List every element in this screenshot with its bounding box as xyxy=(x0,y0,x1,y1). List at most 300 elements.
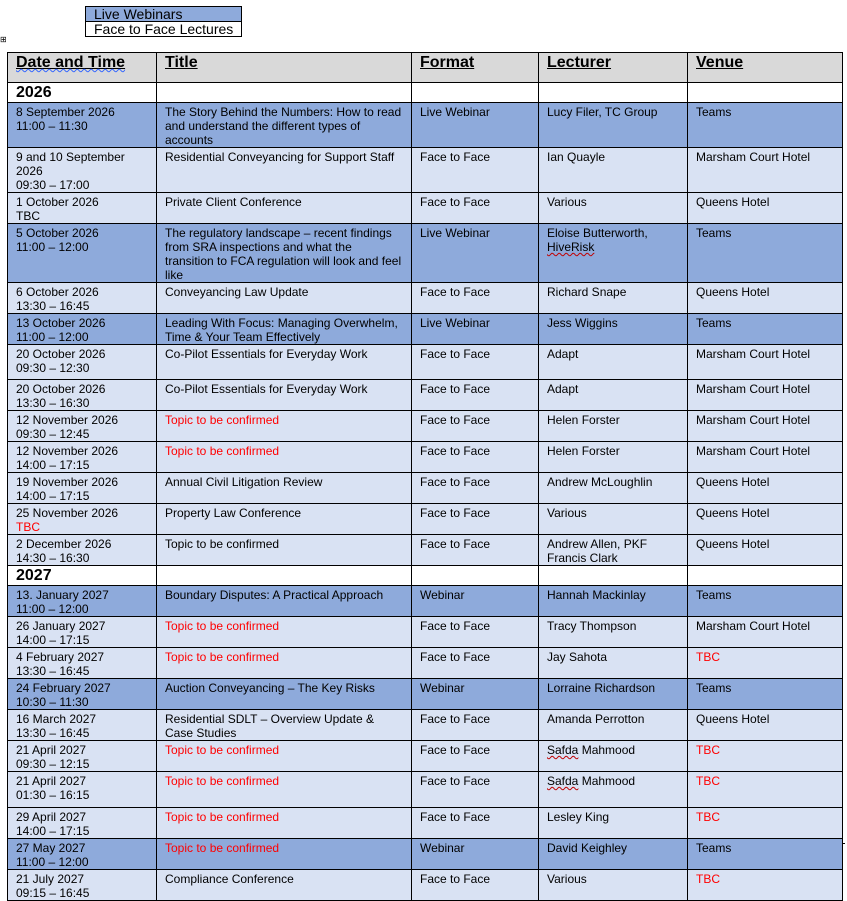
table-row xyxy=(8,741,843,772)
venue-text: TBC xyxy=(696,810,720,824)
event-date: 2 December 2026 xyxy=(16,537,112,551)
format-text: Face to Face xyxy=(420,872,491,886)
lecturer-cell xyxy=(539,380,688,411)
table-row xyxy=(8,586,843,617)
year-row xyxy=(8,83,843,103)
lecturer-cell xyxy=(539,679,688,710)
venue-cell xyxy=(688,193,843,224)
title-text: Co-Pilot Essentials for Everyday Work xyxy=(165,347,368,361)
title-cell xyxy=(157,345,412,380)
header-date: Date and Time xyxy=(8,53,157,83)
format-text: Face to Face xyxy=(420,537,491,551)
event-time: 14:00 – 17:15 xyxy=(16,458,90,472)
venue-text: Teams xyxy=(696,316,732,330)
table-move-handle-icon[interactable]: ⊞ xyxy=(0,35,7,44)
title-cell xyxy=(157,741,412,772)
date-time-cell xyxy=(8,808,157,839)
venue-text: Queens Hotel xyxy=(696,712,770,726)
event-time: TBC xyxy=(16,209,40,223)
event-date: 13. January 2027 xyxy=(16,588,109,602)
venue-text: TBC xyxy=(696,774,720,788)
lecturer-cell xyxy=(539,839,688,870)
table-row xyxy=(8,148,843,193)
date-time-cell xyxy=(8,283,157,314)
venue-text: Marsham Court Hotel xyxy=(696,619,811,633)
event-time: 14:00 – 17:15 xyxy=(16,489,90,503)
format-cell xyxy=(412,808,539,839)
format-cell xyxy=(412,535,539,566)
date-time-cell xyxy=(8,473,157,504)
lecturer-text: Safda Mahmood xyxy=(547,743,636,757)
text-cursor-corner xyxy=(842,843,845,858)
venue-text: Marsham Court Hotel xyxy=(696,382,811,396)
event-time: 13:30 – 16:45 xyxy=(16,299,90,313)
event-time: 01:30 – 16:15 xyxy=(16,788,90,802)
header-format: Format xyxy=(412,53,539,83)
legend-live-webinars: Live Webinars xyxy=(86,7,242,22)
event-time: 11:00 – 12:00 xyxy=(16,855,89,869)
lecturer-text: Richard Snape xyxy=(547,285,627,299)
format-cell xyxy=(412,617,539,648)
lecturer-text: Jay Sahota xyxy=(547,650,608,664)
lecturer-cell xyxy=(539,442,688,473)
lecturer-text: Lorraine Richardson xyxy=(547,681,656,695)
lecturer-text: Various xyxy=(547,506,587,520)
lecturer-cell xyxy=(539,504,688,535)
lecturer-text: Adapt xyxy=(547,347,579,361)
format-cell xyxy=(412,380,539,411)
title-cell xyxy=(157,617,412,648)
event-time: 13:30 – 16:45 xyxy=(16,664,90,678)
lecturer-text: David Keighley xyxy=(547,841,628,855)
event-date: 21 April 2027 xyxy=(16,743,87,757)
event-date: 27 May 2027 xyxy=(16,841,86,855)
event-time: 11:00 – 12:00 xyxy=(16,602,89,616)
table-row xyxy=(8,808,843,839)
lecturer-cell xyxy=(539,193,688,224)
table-row xyxy=(8,411,843,442)
event-time: 09:15 – 16:45 xyxy=(16,886,90,900)
title-cell xyxy=(157,193,412,224)
title-text: Topic to be confirmed xyxy=(165,810,280,824)
format-cell xyxy=(412,870,539,901)
table-row xyxy=(8,193,843,224)
table-row xyxy=(8,648,843,679)
empty-cell xyxy=(539,566,688,586)
format-text: Face to Face xyxy=(420,444,491,458)
format-cell xyxy=(412,314,539,345)
title-text: Property Law Conference xyxy=(165,506,302,520)
title-cell xyxy=(157,224,412,283)
lecturer-text: Various xyxy=(547,872,587,886)
title-cell xyxy=(157,870,412,901)
format-text: Face to Face xyxy=(420,650,491,664)
lecturer-text: Lucy Filer, TC Group xyxy=(547,105,658,119)
title-text: Co-Pilot Essentials for Everyday Work xyxy=(165,382,368,396)
date-time-cell xyxy=(8,148,157,193)
event-date: 12 November 2026 xyxy=(16,413,119,427)
venue-cell xyxy=(688,103,843,148)
lecturer-text: Amanda Perrotton xyxy=(547,712,645,726)
year-heading: 2026 xyxy=(8,83,157,103)
event-time: 09:30 – 17:00 xyxy=(16,178,90,192)
event-date: 6 October 2026 xyxy=(16,285,99,299)
header-row xyxy=(8,53,843,83)
title-cell xyxy=(157,148,412,193)
title-text: Topic to be confirmed xyxy=(165,650,280,664)
lecturer-cell xyxy=(539,224,688,283)
format-text: Face to Face xyxy=(420,506,491,520)
format-cell xyxy=(412,148,539,193)
table-row xyxy=(8,710,843,741)
format-cell xyxy=(412,648,539,679)
year-row xyxy=(8,566,843,586)
format-text: Live Webinar xyxy=(420,226,490,240)
format-text: Face to Face xyxy=(420,285,491,299)
schedule-body xyxy=(8,83,843,901)
title-text: Compliance Conference xyxy=(165,872,294,886)
event-time: 11:00 – 12:00 xyxy=(16,240,89,254)
title-cell xyxy=(157,535,412,566)
title-text: Topic to be confirmed xyxy=(165,537,280,551)
venue-cell xyxy=(688,442,843,473)
format-text: Webinar xyxy=(420,681,465,695)
lecturer-cell xyxy=(539,345,688,380)
event-date: 21 April 2027 xyxy=(16,774,87,788)
lecturer-text: Adapt xyxy=(547,382,579,396)
title-cell xyxy=(157,314,412,345)
format-cell xyxy=(412,345,539,380)
table-row xyxy=(8,535,843,566)
title-text: Topic to be confirmed xyxy=(165,619,280,633)
format-text: Face to Face xyxy=(420,347,491,361)
title-text: Boundary Disputes: A Practical Approach xyxy=(165,588,384,602)
event-date: 25 November 2026 xyxy=(16,506,119,520)
date-time-cell xyxy=(8,314,157,345)
event-date: 24 February 2027 xyxy=(16,681,111,695)
format-cell xyxy=(412,741,539,772)
table-row xyxy=(8,380,843,411)
format-cell xyxy=(412,710,539,741)
event-time: 14:00 – 17:15 xyxy=(16,633,90,647)
venue-text: TBC xyxy=(696,743,720,757)
venue-cell xyxy=(688,314,843,345)
venue-cell xyxy=(688,224,843,283)
format-text: Webinar xyxy=(420,841,465,855)
title-text: Conveyancing Law Update xyxy=(165,285,309,299)
event-time: 14:30 – 16:30 xyxy=(16,551,90,565)
lecturer-text: Helen Forster xyxy=(547,413,620,427)
date-time-cell xyxy=(8,617,157,648)
event-time: 09:30 – 12:30 xyxy=(16,361,90,375)
date-time-cell xyxy=(8,710,157,741)
format-cell xyxy=(412,193,539,224)
event-time: 09:30 – 12:15 xyxy=(16,757,90,771)
venue-cell xyxy=(688,345,843,380)
date-time-cell xyxy=(8,504,157,535)
empty-cell xyxy=(157,566,412,586)
title-text: Annual Civil Litigation Review xyxy=(165,475,323,489)
lecturer-text: Ian Quayle xyxy=(547,150,606,164)
format-text: Live Webinar xyxy=(420,316,490,330)
venue-cell xyxy=(688,504,843,535)
format-text: Face to Face xyxy=(420,382,491,396)
format-text: Face to Face xyxy=(420,475,491,489)
lecturer-cell xyxy=(539,617,688,648)
date-time-cell xyxy=(8,772,157,808)
lecturer-text: Andrew McLoughlin xyxy=(547,475,653,489)
lecturer-cell xyxy=(539,772,688,808)
table-row xyxy=(8,224,843,283)
date-time-cell xyxy=(8,535,157,566)
lecturer-cell xyxy=(539,808,688,839)
venue-cell xyxy=(688,411,843,442)
format-text: Face to Face xyxy=(420,413,491,427)
title-text: Private Client Conference xyxy=(165,195,302,209)
lecturer-cell xyxy=(539,473,688,504)
format-text: Face to Face xyxy=(420,150,491,164)
lecturer-cell xyxy=(539,148,688,193)
event-time: 11:00 – 11:30 xyxy=(16,119,88,133)
format-cell xyxy=(412,679,539,710)
event-date: 29 April 2027 xyxy=(16,810,87,824)
lecturer-text: Safda Mahmood xyxy=(547,774,636,788)
table-row xyxy=(8,870,843,901)
date-time-cell xyxy=(8,648,157,679)
venue-text: Marsham Court Hotel xyxy=(696,347,811,361)
date-time-cell xyxy=(8,193,157,224)
title-cell xyxy=(157,380,412,411)
table-row xyxy=(8,504,843,535)
venue-cell xyxy=(688,586,843,617)
table-row xyxy=(8,617,843,648)
date-time-cell xyxy=(8,741,157,772)
date-time-cell xyxy=(8,586,157,617)
title-cell xyxy=(157,504,412,535)
title-cell xyxy=(157,473,412,504)
table-row xyxy=(8,345,843,380)
lecturer-cell xyxy=(539,411,688,442)
table-row xyxy=(8,314,843,345)
format-cell xyxy=(412,103,539,148)
format-text: Face to Face xyxy=(420,195,491,209)
lecturer-cell xyxy=(539,103,688,148)
venue-cell xyxy=(688,710,843,741)
venue-cell xyxy=(688,808,843,839)
venue-text: TBC xyxy=(696,872,720,886)
venue-text: Queens Hotel xyxy=(696,195,770,209)
title-cell xyxy=(157,411,412,442)
event-date: 9 and 10 September 2026 xyxy=(16,150,125,178)
event-time: TBC xyxy=(16,520,40,534)
title-text: Residential SDLT – Overview Update & Case Studies xyxy=(165,712,374,740)
date-time-cell xyxy=(8,224,157,283)
format-cell xyxy=(412,411,539,442)
event-date: 4 February 2027 xyxy=(16,650,105,664)
title-text: Leading With Focus: Managing Overwhelm, Time & Your Team Effectively xyxy=(165,316,398,344)
format-cell xyxy=(412,839,539,870)
title-cell xyxy=(157,648,412,679)
table-row xyxy=(8,442,843,473)
title-text: Topic to be confirmed xyxy=(165,444,280,458)
event-date: 1 October 2026 xyxy=(16,195,99,209)
empty-cell xyxy=(412,566,539,586)
event-date: 13 October 2026 xyxy=(16,316,106,330)
table-row xyxy=(8,283,843,314)
venue-cell xyxy=(688,839,843,870)
venue-cell xyxy=(688,148,843,193)
format-text: Face to Face xyxy=(420,743,491,757)
venue-text: Queens Hotel xyxy=(696,475,770,489)
format-cell xyxy=(412,504,539,535)
title-cell xyxy=(157,442,412,473)
title-cell xyxy=(157,103,412,148)
venue-text: Marsham Court Hotel xyxy=(696,413,811,427)
lecture-schedule-table xyxy=(7,52,843,901)
format-text: Live Webinar xyxy=(420,105,490,119)
event-time: 14:00 – 17:15 xyxy=(16,824,90,838)
venue-cell xyxy=(688,679,843,710)
date-time-cell xyxy=(8,679,157,710)
legend-face-to-face: Face to Face Lectures xyxy=(86,22,242,37)
event-date: 12 November 2026 xyxy=(16,444,119,458)
venue-text: Teams xyxy=(696,105,732,119)
format-cell xyxy=(412,586,539,617)
table-row xyxy=(8,772,843,808)
lecturer-text: Lesley King xyxy=(547,810,610,824)
venue-text: Queens Hotel xyxy=(696,506,770,520)
event-date: 21 July 2027 xyxy=(16,872,85,886)
title-cell xyxy=(157,839,412,870)
table-row xyxy=(8,103,843,148)
venue-text: Teams xyxy=(696,226,732,240)
event-time: 10:30 – 11:30 xyxy=(16,695,89,709)
venue-cell xyxy=(688,870,843,901)
event-date: 19 November 2026 xyxy=(16,475,119,489)
date-time-cell xyxy=(8,442,157,473)
venue-text: Teams xyxy=(696,681,732,695)
format-text: Face to Face xyxy=(420,619,491,633)
title-cell xyxy=(157,808,412,839)
lecturer-cell xyxy=(539,586,688,617)
event-date: 26 January 2027 xyxy=(16,619,106,633)
empty-cell xyxy=(688,83,843,103)
title-text: Residential Conveyancing for Support Staff xyxy=(165,150,395,164)
lecturer-text: Eloise Butterworth, HiveRisk xyxy=(547,226,648,254)
event-date: 20 October 2026 xyxy=(16,347,106,361)
title-cell xyxy=(157,679,412,710)
event-time: 13:30 – 16:30 xyxy=(16,396,90,410)
lecturer-text: Andrew Allen, PKF Francis Clark xyxy=(547,537,648,565)
title-cell xyxy=(157,772,412,808)
venue-cell xyxy=(688,473,843,504)
venue-cell xyxy=(688,535,843,566)
lecturer-cell xyxy=(539,741,688,772)
event-date: 8 September 2026 xyxy=(16,105,115,119)
venue-cell xyxy=(688,648,843,679)
title-text: Topic to be confirmed xyxy=(165,413,280,427)
event-date: 16 March 2027 xyxy=(16,712,97,726)
venue-text: Teams xyxy=(696,841,732,855)
year-heading: 2027 xyxy=(8,566,157,586)
format-legend xyxy=(85,6,242,37)
title-text: The Story Behind the Numbers: How to read and understand the different types of accounts xyxy=(165,105,402,147)
venue-text: Marsham Court Hotel xyxy=(696,444,811,458)
title-cell xyxy=(157,710,412,741)
format-cell xyxy=(412,473,539,504)
lecturer-text: Jess Wiggins xyxy=(547,316,618,330)
format-cell xyxy=(412,283,539,314)
format-text: Face to Face xyxy=(420,774,491,788)
title-cell xyxy=(157,586,412,617)
lecturer-cell xyxy=(539,283,688,314)
lecturer-text: Tracy Thompson xyxy=(547,619,637,633)
event-time: 09:30 – 12:45 xyxy=(16,427,90,441)
lecturer-cell xyxy=(539,710,688,741)
title-text: Topic to be confirmed xyxy=(165,774,280,788)
event-time: 13:30 – 16:45 xyxy=(16,726,90,740)
date-time-cell xyxy=(8,380,157,411)
venue-text: Queens Hotel xyxy=(696,537,770,551)
event-date: 5 October 2026 xyxy=(16,226,99,240)
date-time-cell xyxy=(8,839,157,870)
lecturer-cell xyxy=(539,648,688,679)
venue-cell xyxy=(688,283,843,314)
format-cell xyxy=(412,772,539,808)
event-time: 11:00 – 12:00 xyxy=(16,330,89,344)
venue-cell xyxy=(688,772,843,808)
table-row xyxy=(8,473,843,504)
table-row xyxy=(8,839,843,870)
venue-text: Teams xyxy=(696,588,732,602)
title-text: Topic to be confirmed xyxy=(165,841,280,855)
title-text: Auction Conveyancing – The Key Risks xyxy=(165,681,375,695)
venue-text: Marsham Court Hotel xyxy=(696,150,811,164)
format-cell xyxy=(412,442,539,473)
date-time-cell xyxy=(8,411,157,442)
header-venue: Venue xyxy=(688,53,843,83)
format-text: Webinar xyxy=(420,588,465,602)
empty-cell xyxy=(157,83,412,103)
date-time-cell xyxy=(8,870,157,901)
lecturer-text: Various xyxy=(547,195,587,209)
lecturer-cell xyxy=(539,314,688,345)
lecturer-cell xyxy=(539,870,688,901)
format-text: Face to Face xyxy=(420,712,491,726)
venue-cell xyxy=(688,741,843,772)
empty-cell xyxy=(688,566,843,586)
venue-cell xyxy=(688,617,843,648)
lecturer-cell xyxy=(539,535,688,566)
venue-cell xyxy=(688,380,843,411)
empty-cell xyxy=(539,83,688,103)
date-time-cell xyxy=(8,345,157,380)
event-date: 20 October 2026 xyxy=(16,382,106,396)
format-text: Face to Face xyxy=(420,810,491,824)
lecturer-text: Helen Forster xyxy=(547,444,620,458)
empty-cell xyxy=(412,83,539,103)
header-title: Title xyxy=(157,53,412,83)
table-row xyxy=(8,679,843,710)
title-cell xyxy=(157,283,412,314)
venue-text: TBC xyxy=(696,650,720,664)
lecturer-text: Hannah Mackinlay xyxy=(547,588,646,602)
title-text: The regulatory landscape – recent findings from SRA inspections and what the transition to FCA regulation will look and feel like xyxy=(165,226,402,282)
venue-text: Queens Hotel xyxy=(696,285,770,299)
format-cell xyxy=(412,224,539,283)
date-time-cell xyxy=(8,103,157,148)
header-lecturer: Lecturer xyxy=(539,53,688,83)
